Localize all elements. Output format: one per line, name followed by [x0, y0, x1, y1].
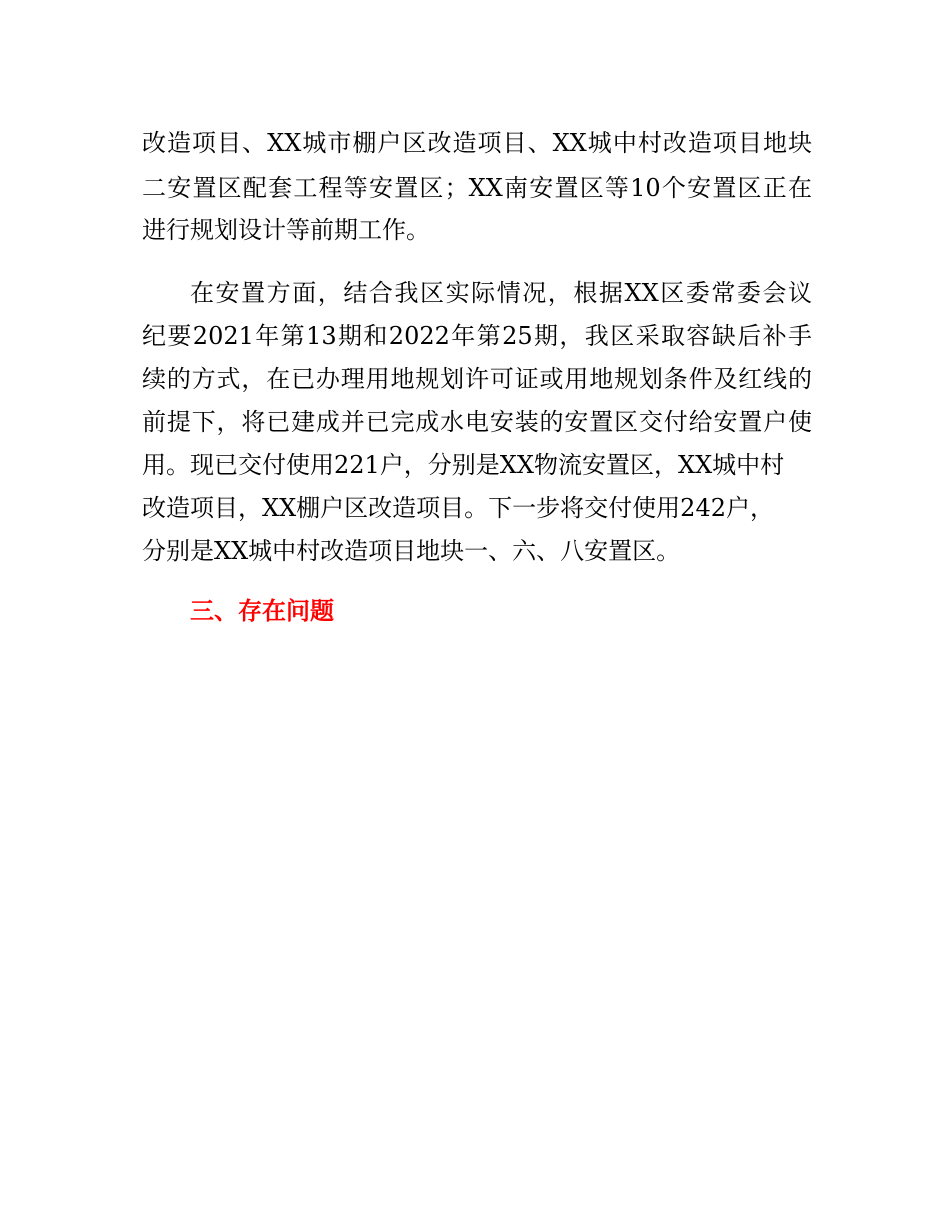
paragraph-2-line-7: 分别是XX城中村改造项目地块一、六、八安置区。 — [142, 537, 681, 565]
paragraph-2-line-2: 纪要2021年第13期和2022年第25期，我区采取容缺后补手 — [142, 322, 812, 350]
paragraph-1-line-2: 二安置区配套工程等安置区；XX南安置区等10个安置区正在 — [142, 174, 812, 202]
paragraph-2-line-3: 续的方式，在已办理用地规划许可证或用地规划条件及红线的 — [142, 365, 812, 393]
section-heading: 三、存在问题 — [190, 597, 334, 625]
paragraph-2-line-4: 前提下，将已建成并已完成水电安装的安置区交付给安置户使 — [142, 408, 812, 436]
paragraph-2-line-1: 在安置方面，结合我区实际情况，根据XX区委常委会议 — [190, 279, 812, 307]
paragraph-2-line-6: 改造项目，XX棚户区改造项目。下一步将交付使用242户， — [142, 494, 774, 522]
paragraph-1-line-1: 改造项目、XX城市棚户区改造项目、XX城中村改造项目地块 — [142, 129, 812, 157]
paragraph-1-line-3: 进行规划设计等前期工作。 — [142, 216, 430, 244]
paragraph-2-line-5: 用。现已交付使用221户，分别是XX物流安置区，XX城中村 — [142, 451, 785, 479]
